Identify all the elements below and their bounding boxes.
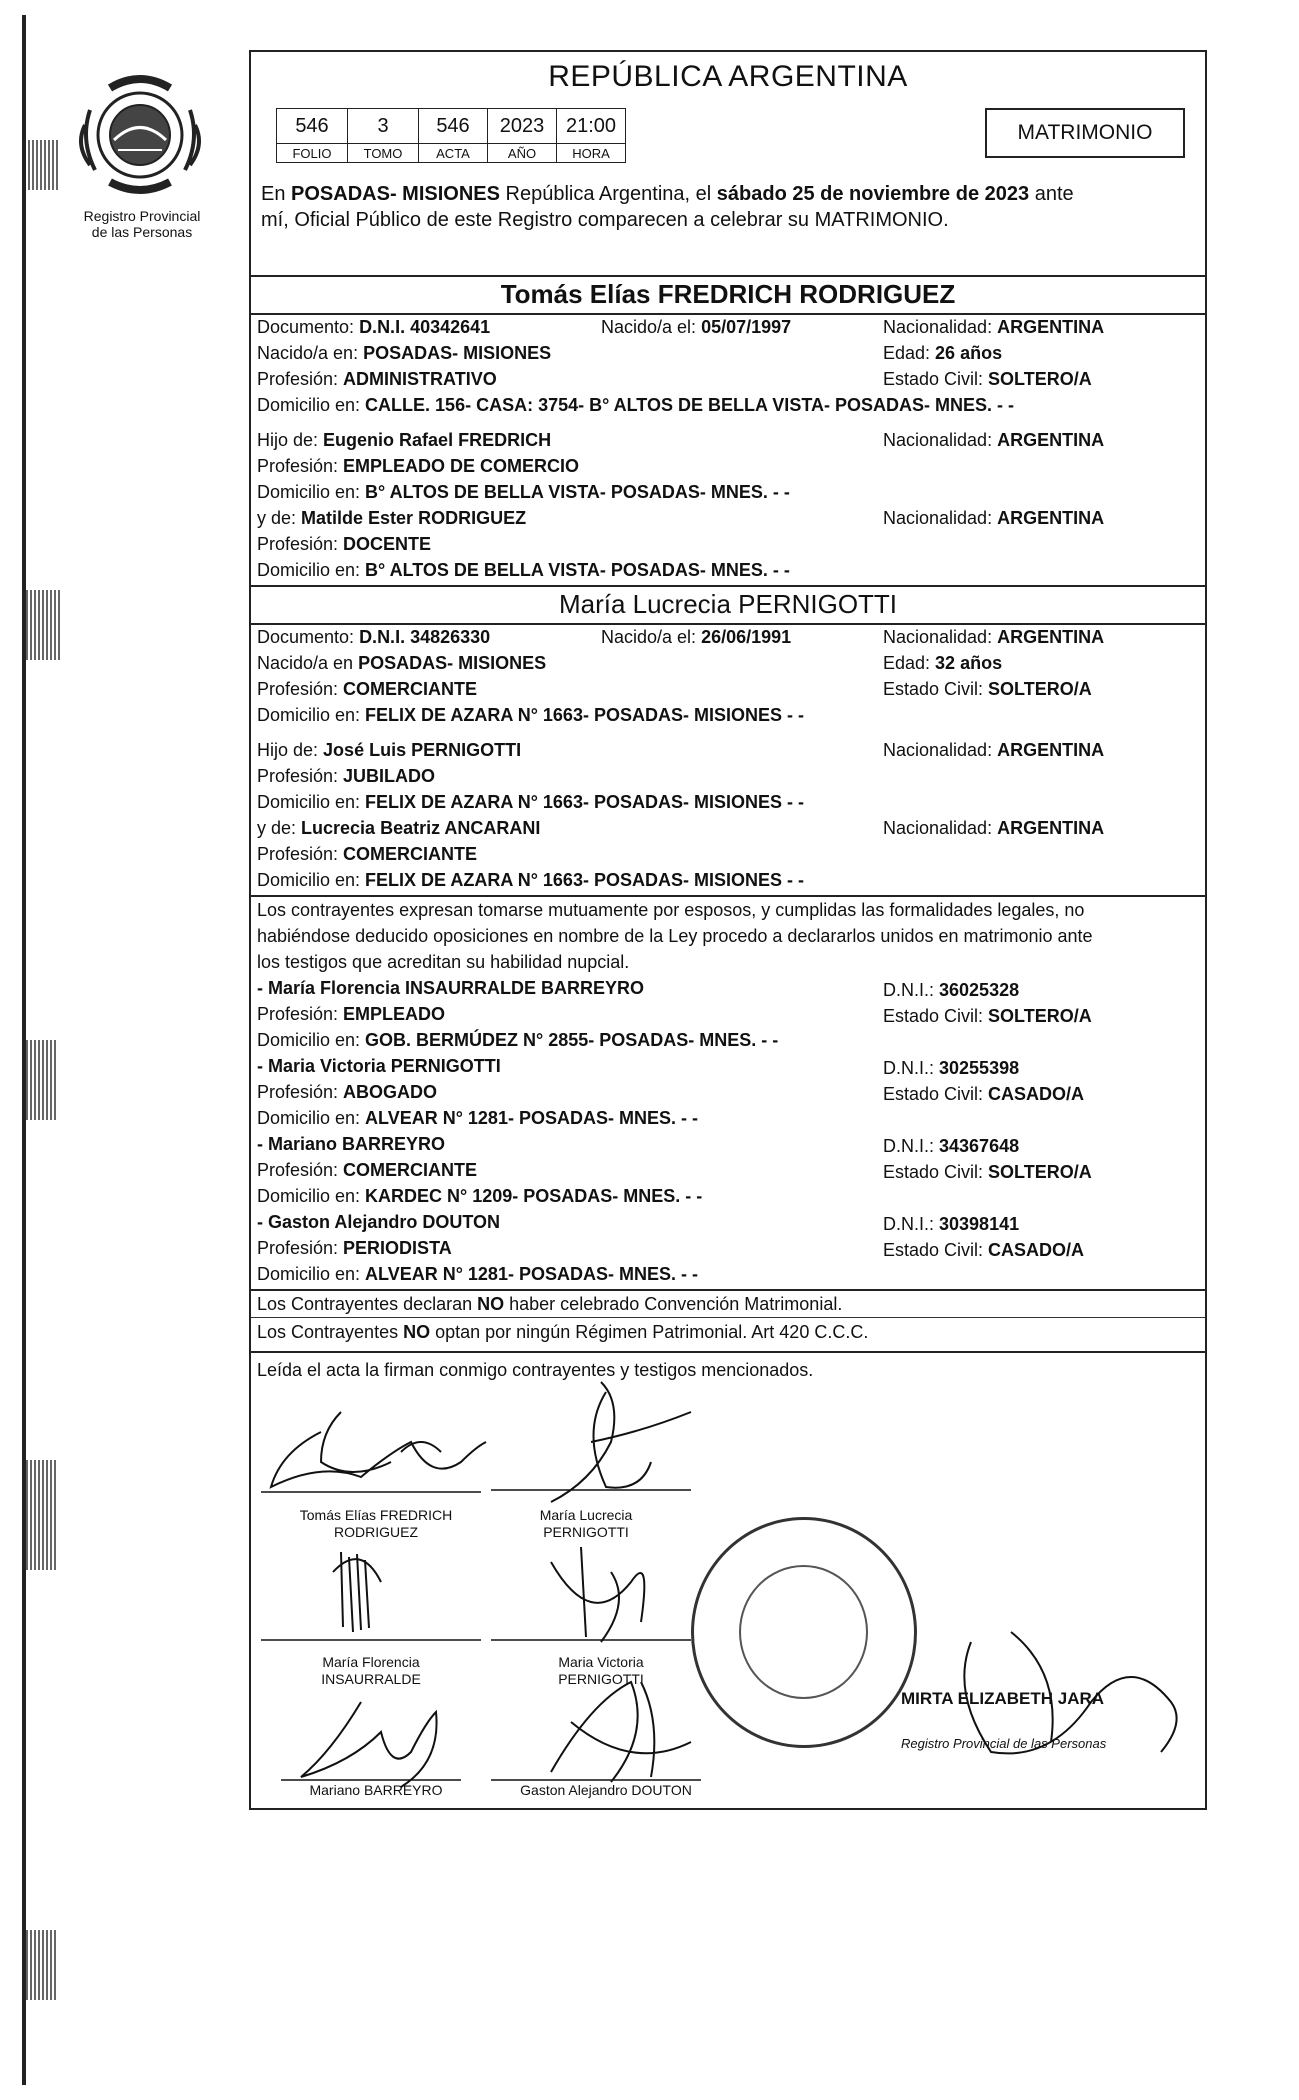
- regime-note: [257, 1320, 868, 1344]
- groom-mother-nat: [883, 506, 1104, 530]
- value: SOLTERO/A: [988, 369, 1092, 389]
- value: EMPLEADO: [343, 1004, 446, 1024]
- divider: [251, 275, 1205, 277]
- bride-signature-icon: [491, 1372, 721, 1507]
- value: POSADAS- MISIONES: [363, 343, 552, 363]
- text: haber celebrado Convención Matrimonial.: [504, 1294, 843, 1314]
- bride-mother: [257, 816, 540, 840]
- witness-1-name: - María Florencia INSAURRALDE BARREYRO: [257, 978, 645, 998]
- intro-date: sábado 25 de noviembre de 2023: [716, 183, 1030, 205]
- label: Domicilio en:: [257, 1264, 366, 1284]
- divider: [251, 1317, 1205, 1318]
- label: D.N.I.:: [883, 1136, 940, 1156]
- bride-father: [257, 738, 521, 762]
- label: Profesión:: [257, 1082, 344, 1102]
- value: ALVEAR N° 1281- POSADAS- MNES. - -: [365, 1108, 698, 1128]
- value: 36025328: [939, 980, 1020, 1000]
- text: Los Contrayentes: [257, 1322, 404, 1342]
- scan-noise: [26, 1460, 56, 1570]
- value: ARGENTINA: [997, 508, 1105, 528]
- groom-father-nat: [883, 428, 1104, 452]
- sign-label-line: María Lucrecia: [539, 1507, 633, 1523]
- witness-3-addr: [257, 1184, 702, 1208]
- registry-caption: [72, 208, 212, 240]
- groom-sign-label: [261, 1507, 491, 1541]
- label: Domicilio en:: [257, 870, 366, 890]
- emphasis: NO: [403, 1322, 431, 1342]
- sign-label-line: INSAURRALDE: [321, 1671, 421, 1687]
- label: Domicilio en:: [257, 395, 366, 415]
- official-seal: [691, 1517, 917, 1748]
- registry-caption-line1: Registro Provincial: [83, 208, 201, 224]
- groom-addr: [257, 393, 1014, 417]
- label: Domicilio en:: [257, 482, 366, 502]
- intro-text: En: [261, 183, 292, 205]
- convention-note: [257, 1292, 842, 1316]
- label: D.N.I.:: [883, 980, 940, 1000]
- label: Profesión:: [257, 1238, 344, 1258]
- label: Edad:: [883, 343, 936, 363]
- tomo-label: TOMO: [348, 144, 419, 163]
- act-type-box: MATRIMONIO: [985, 108, 1185, 158]
- value: Matilde Ester RODRIGUEZ: [301, 508, 527, 528]
- bride-father-prof: [257, 764, 435, 788]
- anio-value: 2023: [488, 109, 557, 144]
- intro-text: ante: [1029, 183, 1074, 205]
- sign-label-line: María Florencia: [322, 1654, 420, 1670]
- intro-text: República Argentina, el: [499, 183, 717, 205]
- label: Nacionalidad:: [883, 818, 998, 838]
- scan-noise: [26, 1930, 58, 2000]
- bride-civil: [883, 677, 1092, 701]
- value: ALVEAR N° 1281- POSADAS- MNES. - -: [365, 1264, 698, 1284]
- witness-2-addr: [257, 1106, 698, 1130]
- value: 05/07/1997: [701, 317, 792, 337]
- value: FELIX DE AZARA N° 1663- POSADAS- MISIONES - -: [365, 705, 804, 725]
- value: B° ALTOS DE BELLA VISTA- POSADAS- MNES. - -: [365, 560, 790, 580]
- intro-line-1: [261, 182, 1074, 206]
- groom-prof: [257, 367, 497, 391]
- officer-name: MIRTA ELIZABETH JARA: [901, 1689, 1105, 1708]
- label: Nacionalidad:: [883, 508, 998, 528]
- witness-2-civil: [883, 1082, 1084, 1106]
- scan-noise: [28, 140, 58, 190]
- witness-3-name: - Mariano BARREYRO: [257, 1134, 446, 1154]
- sign-label-line: PERNIGOTTI: [558, 1671, 644, 1687]
- witness-4-signature-icon: [491, 1662, 721, 1792]
- divider: [251, 1351, 1205, 1353]
- label: Profesión:: [257, 534, 344, 554]
- value: GOB. BERMÚDEZ N° 2855- POSADAS- MNES. - -: [365, 1030, 779, 1050]
- divider: [251, 585, 1205, 587]
- label: Nacido/a el:: [601, 627, 702, 647]
- value: PERIODISTA: [343, 1238, 452, 1258]
- hora-value: 21:00: [557, 109, 626, 144]
- groom-father: [257, 428, 551, 452]
- label: Profesión:: [257, 1004, 344, 1024]
- label: Domicilio en:: [257, 792, 366, 812]
- witness-3-sign-label: Mariano BARREYRO: [309, 1782, 443, 1798]
- witness-4-name: - Gaston Alejandro DOUTON: [257, 1212, 501, 1232]
- text: optan por ningún Régimen Patrimonial. Art 420 C.C.C.: [430, 1322, 869, 1342]
- value: COMERCIANTE: [343, 679, 478, 699]
- acta-value: 546: [419, 109, 488, 144]
- witness-1-dni: [883, 978, 1019, 1002]
- value: 26/06/1991: [701, 627, 792, 647]
- label: Nacionalidad:: [883, 627, 998, 647]
- value: FELIX DE AZARA N° 1663- POSADAS- MISIONES - -: [365, 792, 804, 812]
- value: POSADAS- MISIONES: [358, 653, 547, 673]
- label: Domicilio en:: [257, 705, 366, 725]
- label: Hijo de:: [257, 430, 324, 450]
- value: EMPLEADO DE COMERCIO: [343, 456, 580, 476]
- witness-3-signature-icon: [261, 1692, 491, 1792]
- groom-father-prof: [257, 454, 579, 478]
- label: y de:: [257, 818, 302, 838]
- witness-4-dni: [883, 1212, 1019, 1236]
- label: Nacionalidad:: [883, 430, 998, 450]
- value: ARGENTINA: [997, 818, 1105, 838]
- label: Estado Civil:: [883, 1006, 989, 1026]
- witness-2-name: - Maria Victoria PERNIGOTTI: [257, 1056, 501, 1076]
- declaration-line-3: los testigos que acreditan su habilidad nupcial.: [257, 952, 630, 972]
- label: Domicilio en:: [257, 1108, 366, 1128]
- divider: [251, 1289, 1205, 1291]
- divider: [251, 895, 1205, 897]
- value: 26 años: [935, 343, 1003, 363]
- value: 30398141: [939, 1214, 1020, 1234]
- witness-4-addr: [257, 1262, 698, 1286]
- label: Edad:: [883, 653, 936, 673]
- bride-prof: [257, 677, 477, 701]
- value: SOLTERO/A: [988, 1006, 1092, 1026]
- label: Documento:: [257, 627, 360, 647]
- witness-4-prof: [257, 1236, 452, 1260]
- label: Domicilio en:: [257, 1030, 366, 1050]
- value: CALLE. 156- CASA: 3754- B° ALTOS DE BELLA VISTA- POSADAS- MNES. - -: [365, 395, 1014, 415]
- hora-label: HORA: [557, 144, 626, 163]
- label: Nacido/a en: [257, 653, 359, 673]
- label: D.N.I.:: [883, 1214, 940, 1234]
- registry-caption-line2: de las Personas: [91, 224, 193, 240]
- acta-label: ACTA: [419, 144, 488, 163]
- sign-label-line: RODRIGUEZ: [334, 1524, 418, 1540]
- value: CASADO/A: [988, 1084, 1085, 1104]
- country-title: REPÚBLICA ARGENTINA: [548, 60, 908, 93]
- label: Documento:: [257, 317, 360, 337]
- value: D.N.I. 40342641: [359, 317, 491, 337]
- label: Nacido/a el:: [601, 317, 702, 337]
- witness-3-prof: [257, 1158, 477, 1182]
- bride-name: María Lucrecia PERNIGOTTI: [558, 589, 898, 619]
- value: ARGENTINA: [997, 740, 1105, 760]
- value: DOCENTE: [343, 534, 432, 554]
- value: SOLTERO/A: [988, 1162, 1092, 1182]
- witness-1-signature-icon: [261, 1542, 491, 1652]
- groom-civil: [883, 367, 1092, 391]
- value: ARGENTINA: [997, 627, 1105, 647]
- value: FELIX DE AZARA N° 1663- POSADAS- MISIONES - -: [365, 870, 804, 890]
- bride-age: [883, 651, 1002, 675]
- folio-label: FOLIO: [277, 144, 348, 163]
- witness-3-civil: [883, 1160, 1092, 1184]
- bride-sign-label: [501, 1507, 671, 1541]
- declaration-line-2: habiéndose deducido oposiciones en nombre de la Ley procedo a declararlos unidos en matrimonio ante: [257, 926, 1093, 946]
- witness-4-civil: [883, 1238, 1084, 1262]
- value: 34367648: [939, 1136, 1020, 1156]
- label: Profesión:: [257, 369, 344, 389]
- groom-born: [601, 315, 791, 339]
- text: Los Contrayentes declaran: [257, 1294, 478, 1314]
- label: Nacido/a en:: [257, 343, 364, 363]
- bride-born: [601, 625, 791, 649]
- tomo-value: 3: [348, 109, 419, 144]
- label: Estado Civil:: [883, 369, 989, 389]
- label: Estado Civil:: [883, 1084, 989, 1104]
- anio-label: AÑO: [488, 144, 557, 163]
- sign-label-line: Tomás Elías FREDRICH: [299, 1507, 453, 1523]
- groom-signature-icon: [261, 1392, 491, 1507]
- value: JUBILADO: [343, 766, 436, 786]
- groom-mother-addr: [257, 558, 790, 582]
- witness-2-signature-icon: [491, 1542, 721, 1652]
- sign-label-line: PERNIGOTTI: [543, 1524, 629, 1540]
- label: Profesión:: [257, 1160, 344, 1180]
- officer-title: Registro Provincial de las Personas: [901, 1736, 1107, 1751]
- value: ABOGADO: [343, 1082, 438, 1102]
- groom-mother-prof: [257, 532, 431, 556]
- value: Eugenio Rafael FREDRICH: [323, 430, 552, 450]
- folio-value: 546: [277, 109, 348, 144]
- registry-logo: [70, 70, 210, 200]
- value: KARDEC N° 1209- POSADAS- MNES. - -: [365, 1186, 703, 1206]
- groom-nat: [883, 315, 1104, 339]
- intro-place: POSADAS- MISIONES: [291, 183, 500, 205]
- bride-addr: [257, 703, 804, 727]
- label: Estado Civil:: [883, 1240, 989, 1260]
- value: Lucrecia Beatriz ANCARANI: [301, 818, 541, 838]
- value: COMERCIANTE: [343, 844, 478, 864]
- scan-noise: [26, 590, 60, 660]
- value: 32 años: [935, 653, 1003, 673]
- label: Profesión:: [257, 766, 344, 786]
- intro-line-2: mí, Oficial Público de este Registro comparecen a celebrar su MATRIMONIO.: [261, 209, 949, 231]
- emphasis: NO: [477, 1294, 505, 1314]
- marriage-certificate: [249, 50, 1207, 1810]
- label: D.N.I.:: [883, 1058, 940, 1078]
- declaration-line-1: Los contrayentes expresan tomarse mutuamente por esposos, y cumplidas las formalidades legales, no: [257, 900, 1085, 920]
- value: CASADO/A: [988, 1240, 1085, 1260]
- seal-inner-ring: [739, 1565, 868, 1699]
- bride-nat: [883, 625, 1104, 649]
- witness-4-sign-label: Gaston Alejandro DOUTON: [520, 1782, 692, 1798]
- label: Profesión:: [257, 456, 344, 476]
- value: 30255398: [939, 1058, 1020, 1078]
- label: Domicilio en:: [257, 560, 366, 580]
- value: COMERCIANTE: [343, 1160, 478, 1180]
- witness-1-addr: [257, 1028, 778, 1052]
- bride-father-addr: [257, 790, 804, 814]
- groom-age: [883, 341, 1002, 365]
- value: B° ALTOS DE BELLA VISTA- POSADAS- MNES. - -: [365, 482, 790, 502]
- label: Profesión:: [257, 844, 344, 864]
- sign-label-line: Maria Victoria: [558, 1654, 644, 1670]
- groom-birthplace: [257, 341, 551, 365]
- groom-mother: [257, 506, 526, 530]
- label: Nacionalidad:: [883, 740, 998, 760]
- witness-2-dni: [883, 1056, 1019, 1080]
- bride-birthplace: [257, 651, 546, 675]
- value: D.N.I. 34826330: [359, 627, 491, 647]
- value: ADMINISTRATIVO: [343, 369, 497, 389]
- label: Domicilio en:: [257, 1186, 366, 1206]
- witness-3-dni: [883, 1134, 1019, 1158]
- bride-mother-nat: [883, 816, 1104, 840]
- value: ARGENTINA: [997, 317, 1105, 337]
- bride-doc: [257, 625, 490, 649]
- groom-doc: [257, 315, 490, 339]
- label: Nacionalidad:: [883, 317, 998, 337]
- label: Profesión:: [257, 679, 344, 699]
- signatures-intro: Leída el acta la firman conmigo contrayentes y testigos mencionados.: [257, 1360, 814, 1380]
- label: y de:: [257, 508, 302, 528]
- value: ARGENTINA: [997, 430, 1105, 450]
- bride-mother-prof: [257, 842, 477, 866]
- bride-father-nat: [883, 738, 1104, 762]
- label: Estado Civil:: [883, 1162, 989, 1182]
- witness-2-prof: [257, 1080, 437, 1104]
- value: José Luis PERNIGOTTI: [323, 740, 522, 760]
- bride-mother-addr: [257, 868, 804, 892]
- witness-1-sign-label: [291, 1654, 451, 1688]
- witness-1-prof: [257, 1002, 445, 1026]
- witness-1-civil: [883, 1004, 1092, 1028]
- reference-table: [276, 108, 626, 163]
- scan-noise: [26, 1040, 58, 1120]
- province-seal-icon: [70, 70, 210, 200]
- groom-father-addr: [257, 480, 790, 504]
- label: Estado Civil:: [883, 679, 989, 699]
- groom-name: Tomás Elías FREDRICH RODRIGUEZ: [500, 279, 956, 309]
- value: SOLTERO/A: [988, 679, 1092, 699]
- label: Hijo de:: [257, 740, 324, 760]
